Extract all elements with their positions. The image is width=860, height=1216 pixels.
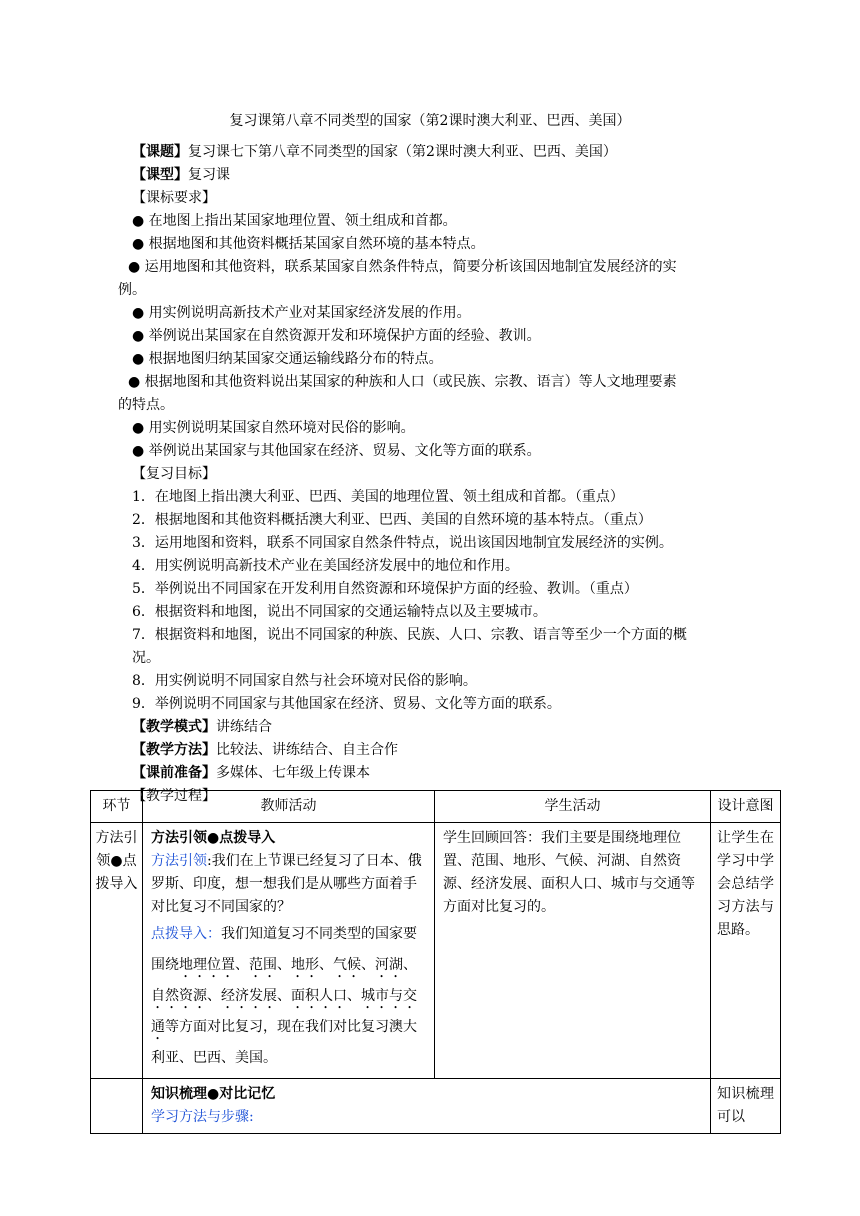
student-activity-cell: 学生回顾回答：我们主要是围绕地理位置、范围、地形、气候、河湖、自然资源、经济发展、面积人口、城市与交通等方面对比复习的。 <box>435 823 711 1079</box>
standard-item: ● 在地图上指出某国家地理位置、领土组成和首都。 <box>132 213 457 229</box>
teacher-section-title: 方法引领●点拨导入 <box>151 830 276 846</box>
table-row <box>91 1079 781 1134</box>
goal-item: 2．根据地图和其他资料概括澳大利亚、巴西、美国的自然环境的基本特点。（重点） <box>132 512 652 528</box>
standard-item-continued: 的特点。 <box>118 397 174 413</box>
table-row <box>91 823 781 1079</box>
standard-item: ● 运用地图和其他资料，联系某国家自然条件特点，简要分析该国因地制宜发展经济的实 <box>128 259 677 275</box>
guide-intro-text-a: 我们知道复习不同类型的国家要围绕 <box>151 926 417 973</box>
mode-line <box>132 716 737 739</box>
stage-cell-empty <box>91 1079 143 1134</box>
standard-item: ● 根据地图和其他资料概括某国家自然环境的基本特点。 <box>132 236 485 252</box>
teacher-paragraph-2 <box>151 919 426 1074</box>
method-value: 比较法、讲练结合、自主合作 <box>216 742 398 758</box>
standard-item: ● 用实例说明高新技术产业对某国家经济发展的作用。 <box>132 305 471 321</box>
header-intent: 设计意图 <box>711 791 781 823</box>
goal-item-continued: 况。 <box>132 650 160 666</box>
process-heading: 【教学过程】 <box>132 788 216 804</box>
topic-line <box>132 141 737 164</box>
mode-label: 【教学模式】 <box>132 719 216 735</box>
design-intent-cell: 让学生在学习中学会总结学习方法与思路。 <box>711 823 781 1079</box>
prep-label: 【课前准备】 <box>132 765 216 781</box>
lesson-body <box>118 141 737 808</box>
goal-item: 3．运用地图和资料，联系不同国家自然条件特点，说出该国因地制宜发展经济的实例。 <box>132 535 673 551</box>
teacher-activity-cell <box>143 823 435 1079</box>
header-teacher: 教师活动 <box>143 791 435 823</box>
standard-item: ● 根据地图归纳某国家交通运输线路分布的特点。 <box>132 351 443 367</box>
topic-label: 【课题】 <box>132 144 188 160</box>
goal-item: 8．用实例说明不同国家自然与社会环境对民俗的影响。 <box>132 673 477 689</box>
goal-item: 1．在地图上指出澳大利亚、巴西、美国的地理位置、领土组成和首都。（重点） <box>132 489 624 505</box>
goal-item: 5．举例说出不同国家在开发利用自然资源和环境保护方面的经验、教训。（重点） <box>132 581 638 597</box>
method-guide-text: :我们在上节课已经复习了日本、俄罗斯、印度，想一想我们是从哪些方面着手对比复习不同国家的？ <box>151 853 422 915</box>
teaching-process-table <box>90 790 781 1134</box>
standard-item-continued: 例。 <box>118 282 146 298</box>
goal-item: 4．用实例说明高新技术产业在美国经济发展中的地位和作用。 <box>132 558 519 574</box>
header-stage: 环节 <box>91 791 143 823</box>
method-guide-label: 方法引领 <box>151 853 207 869</box>
document-title: 复习课第八章不同类型的国家（第2课时澳大利亚、巴西、美国） <box>229 113 631 129</box>
teacher-paragraph-1 <box>151 850 426 919</box>
method-label: 【教学方法】 <box>132 742 216 758</box>
table-header-row <box>91 791 781 823</box>
mode-value: 讲练结合 <box>216 719 272 735</box>
method-line <box>132 739 737 762</box>
standard-item: ● 举例说出某国家与其他国家在经济、贸易、文化等方面的联系。 <box>132 443 541 459</box>
stage-cell: 方法引领●点拨导入 <box>91 823 143 1079</box>
goal-item: 6．根据资料和地图，说出不同国家的交通运输特点以及主要城市。 <box>132 604 547 620</box>
standard-item: ● 用实例说明某国家自然环境对民俗的影响。 <box>132 420 415 436</box>
design-intent-cell: 知识梳理可以 <box>711 1079 781 1134</box>
goals-heading: 【复习目标】 <box>132 466 216 482</box>
standard-item: ● 根据地图和其他资料说出某国家的种族和人口（或民族、宗教、语言）等人文地理要素 <box>128 374 677 390</box>
prep-line <box>132 762 737 785</box>
guide-intro-label: 点拨导入： <box>151 926 221 942</box>
standard-item: ● 举例说出某国家在自然资源开发和环境保护方面的经验、教训。 <box>132 328 541 344</box>
type-line <box>132 164 737 187</box>
goal-item: 7．根据资料和地图，说出不同国家的种族、民族、人口、宗教、语言等至少一个方面的概 <box>132 627 687 643</box>
guide-intro-text-b: 等方面对比复习，现在我们对比复习澳大利亚、巴西、美国。 <box>151 1019 417 1066</box>
knowledge-review-cell <box>143 1079 711 1134</box>
header-student: 学生活动 <box>435 791 711 823</box>
goal-item: 9．举例说明不同国家与其他国家在经济、贸易、文化等方面的联系。 <box>132 696 561 712</box>
type-label: 【课型】 <box>132 167 188 183</box>
type-value: 复习课 <box>188 167 230 183</box>
topic-value: 复习课七下第八章不同类型的国家（第2课时澳大利亚、巴西、美国） <box>188 144 617 160</box>
standards-heading: 【课标要求】 <box>132 190 216 206</box>
knowledge-section-title: 知识梳理●对比记忆 <box>151 1086 276 1102</box>
prep-value: 多媒体、七年级上传课本 <box>216 765 370 781</box>
learning-steps-label: 学习方法与步骤: <box>151 1109 254 1125</box>
guide-intro-emphasis: 地理位置、范围、地形、气候、河湖、自然资源、经济发展、面积人口、城市与交通 <box>151 957 417 1035</box>
